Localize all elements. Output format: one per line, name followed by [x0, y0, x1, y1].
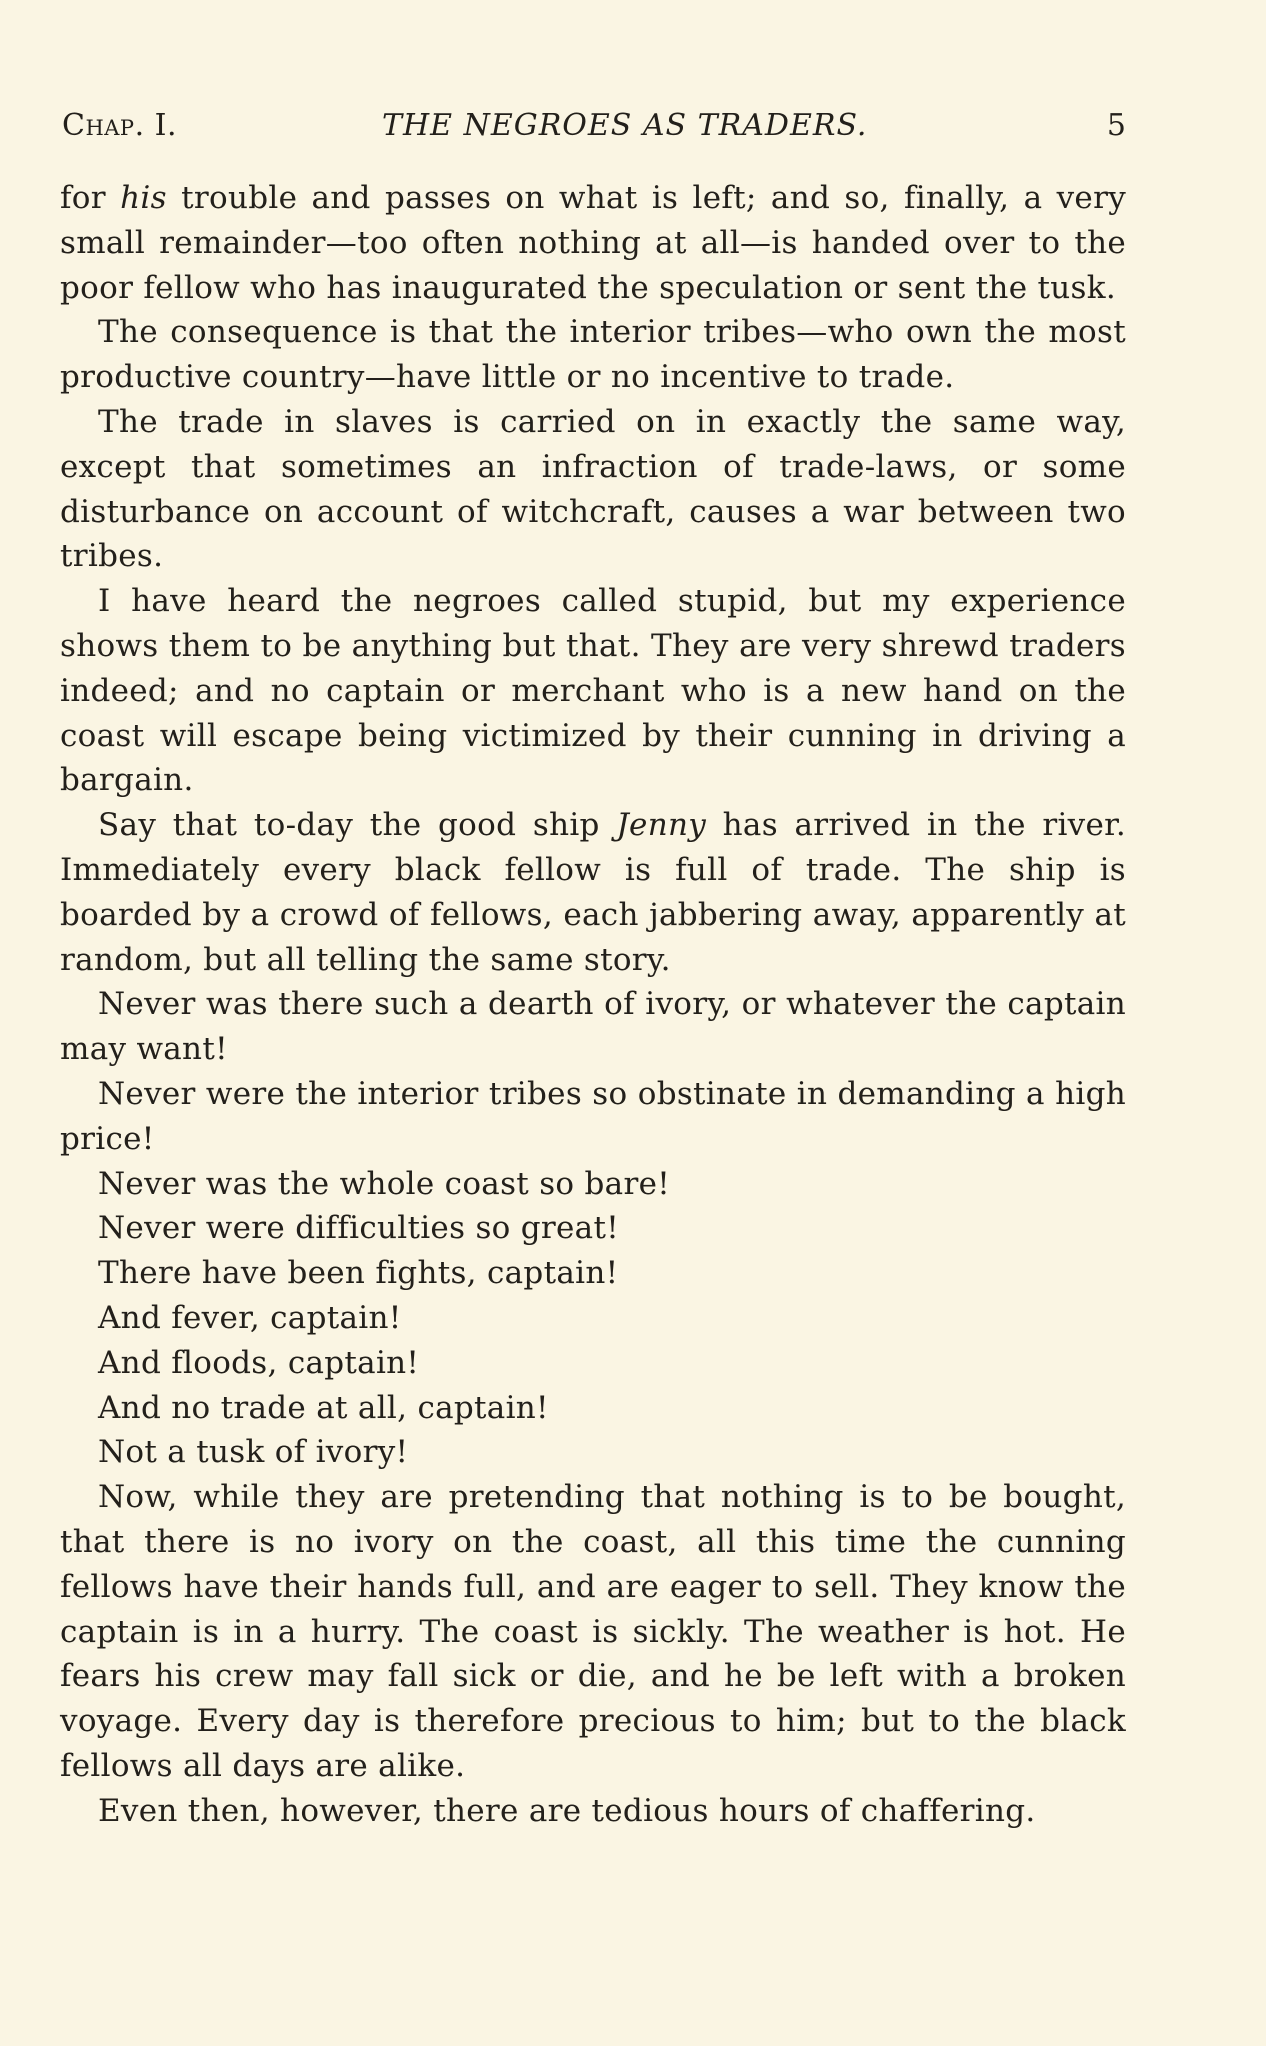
paragraph-7: Never were the interior tribes so obstinate in demanding a high price! [60, 1075, 1126, 1157]
paragraph-12: And floods, captain! [98, 1344, 420, 1381]
paragraph-6: Never was there such a dearth of ivory, or whatever the captain may want! [60, 986, 1126, 1068]
paragraph-11: And fever, captain! [98, 1299, 402, 1336]
paragraph-8: Never was the whole coast so bare! [98, 1165, 670, 1202]
chapter-title: THE NEGROES AS TRADERS. [382, 108, 868, 143]
page-number: 5 [1106, 108, 1126, 143]
paragraph-9: Never were difficulties so great! [98, 1210, 619, 1247]
chapter-label: Chap. I. [62, 108, 178, 143]
paragraph-3: The trade in slaves is carried on in exactly the same way, except that sometimes an infraction of trade-laws, or some disturbance on account of witchcraft, causes a war between two tribes. [60, 403, 1126, 575]
paragraph-16: Even then, however, there are tedious hours of chaffering. [98, 1792, 1036, 1829]
ship-name: Jenny [616, 807, 707, 844]
running-head [62, 104, 1126, 148]
paragraph-5: Say that to-day the good ship Jenny has arrived in the river. Immediately every black fellow is full of trade. The ship is boarded by a crowd of fellows, each jabbering away, apparently at random, but all telling the same story. [60, 807, 1127, 978]
paragraph-1: for his trouble and passes on what is left; and so, finally, a very small remainder—too often nothing at all—is handed over to the poor fellow who has inaugurated the speculation or sent the tusk. [60, 180, 1127, 306]
paragraph-4: I have heard the negroes called stupid, but my experience shows them to be anything but that. They are very shrewd traders indeed; and no captain or merchant who is a new hand on the coast will escape being victimized by their cunning in driving a bargain. [60, 583, 1126, 799]
paragraph-14: Not a tusk of ivory! [98, 1434, 409, 1471]
paragraph-13: And no trade at all, captain! [98, 1389, 549, 1426]
paragraph-10: There have been fights, captain! [98, 1255, 619, 1292]
body-text [60, 176, 1126, 1833]
paragraph-15: Now, while they are pretending that nothing is to be bought, that there is no ivory on the coast, all this time the cunning fellows have their hands full, and are eager to sell. They know the captain is in a hurry. The coast is sickly. The weather is hot. He fears his crew may fall sick or die, and he be left with a broken voyage. Every day is therefore precious to him; but to the black fellows all days are alike. [60, 1479, 1126, 1784]
italic-word: his [120, 180, 167, 216]
paragraph-2: The consequence is that the interior tribes—who own the most productive country—have little or no incentive to trade. [60, 314, 1126, 396]
